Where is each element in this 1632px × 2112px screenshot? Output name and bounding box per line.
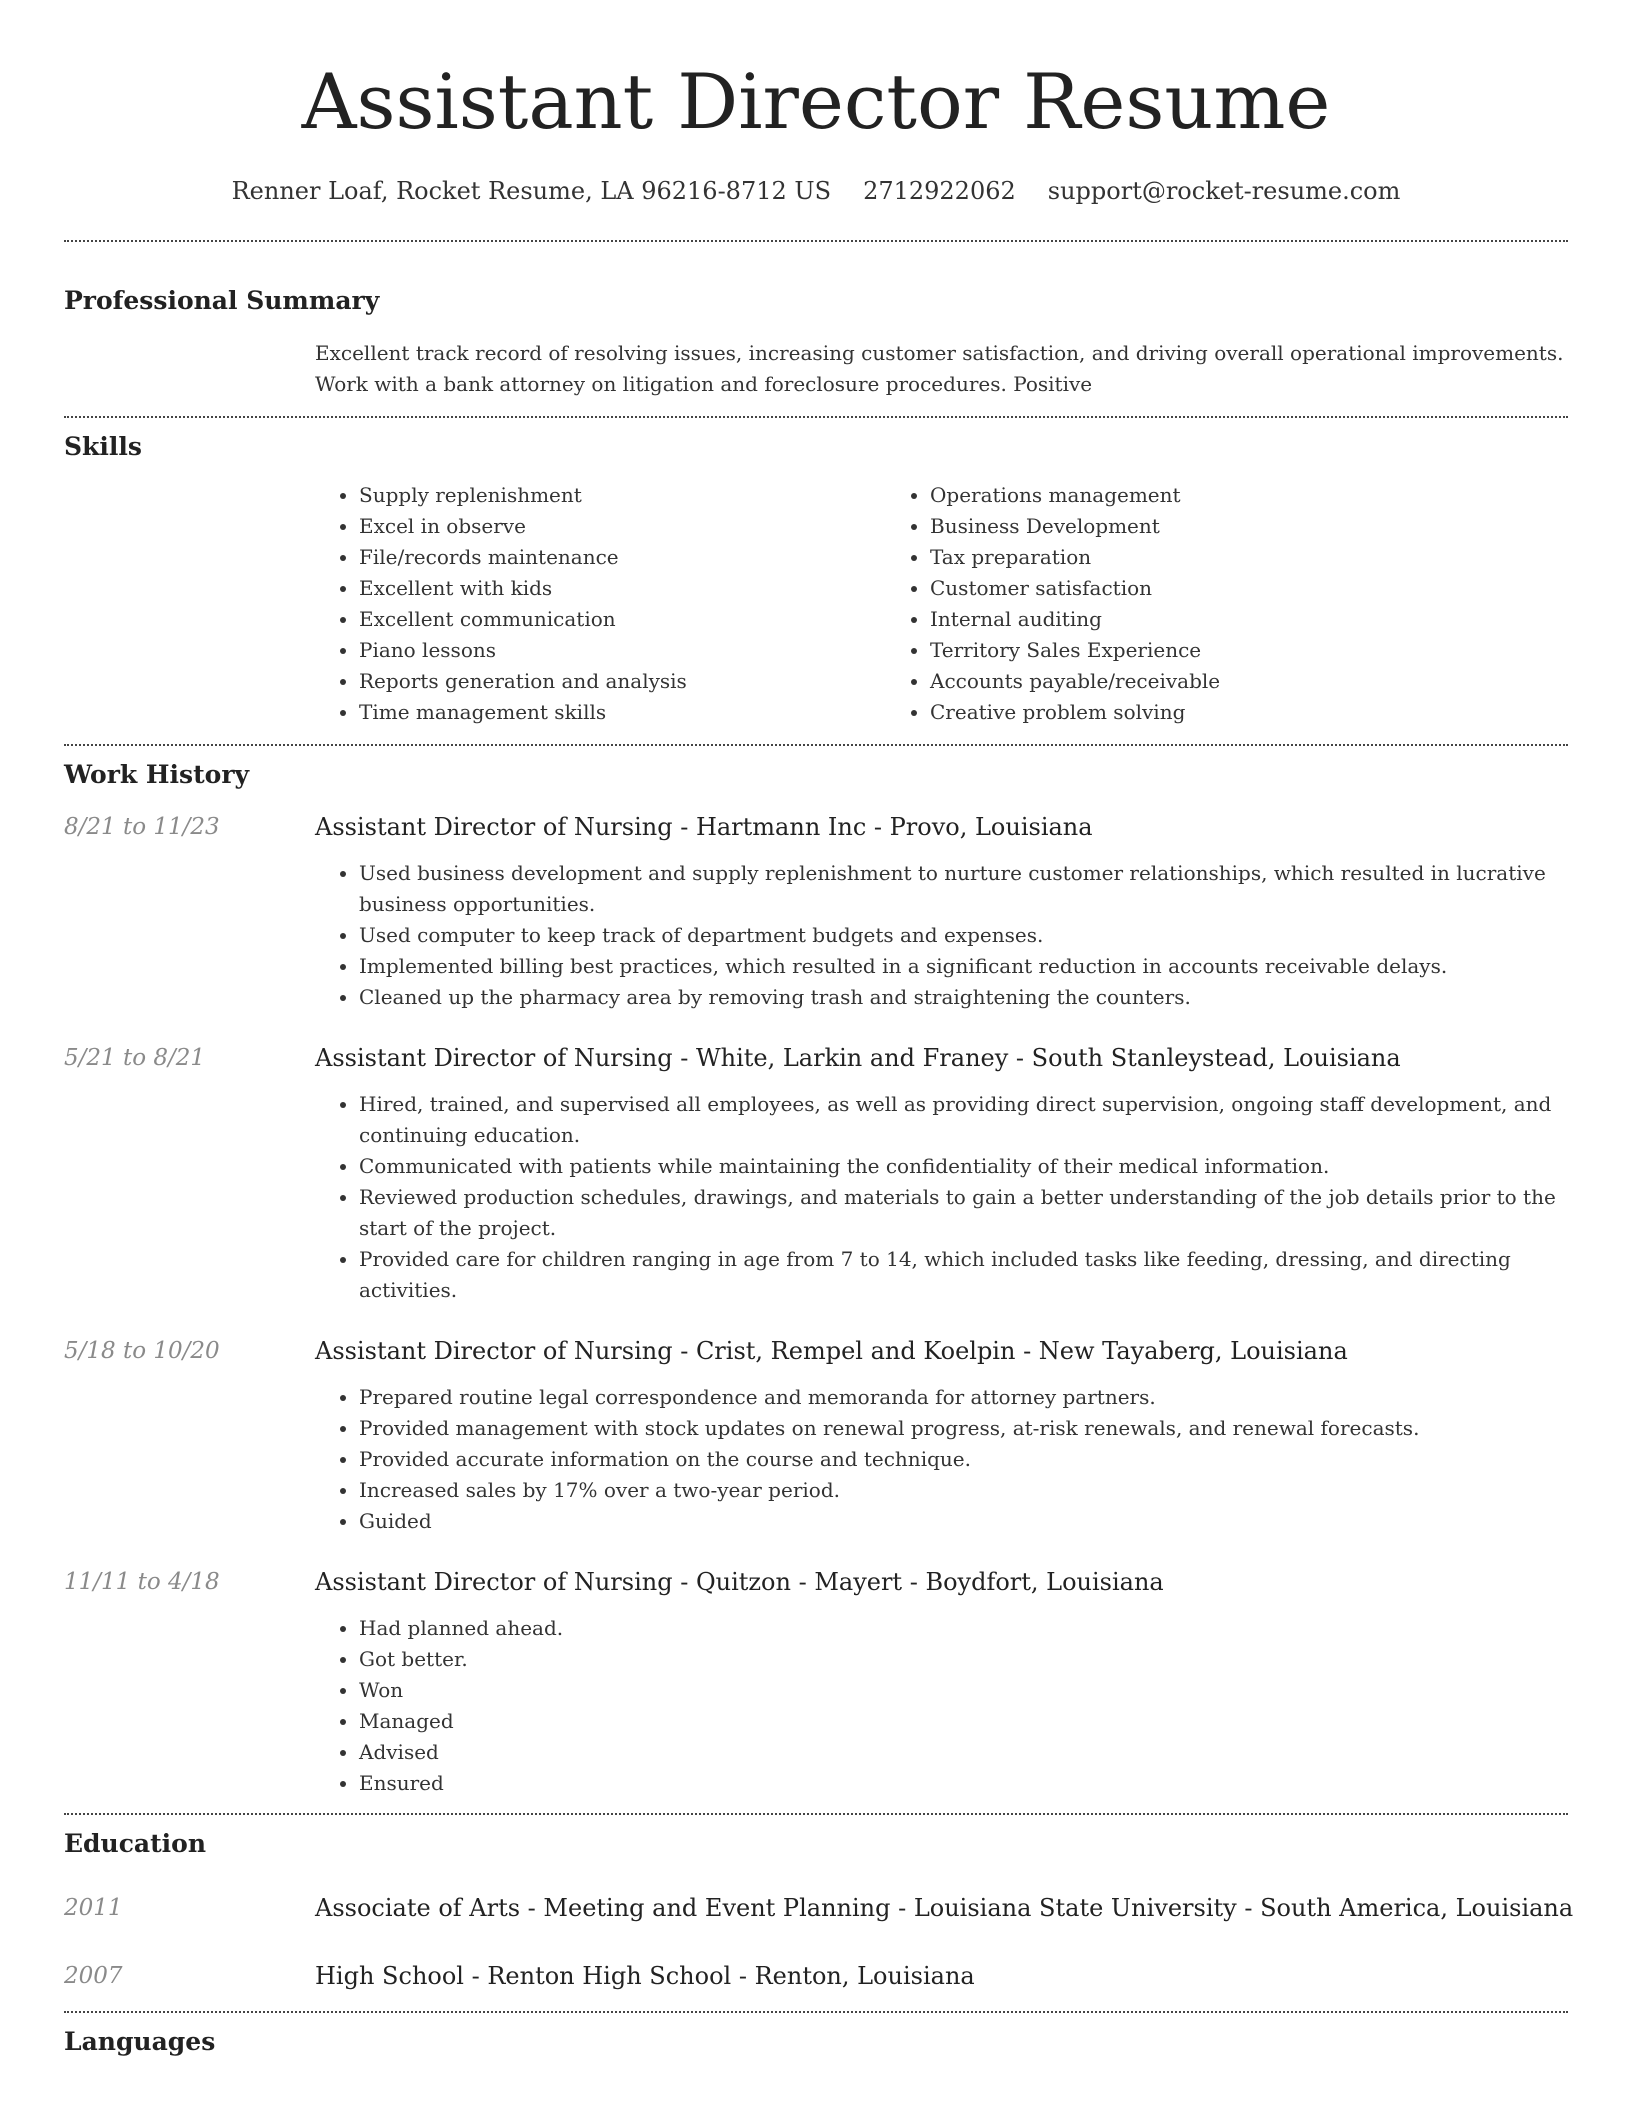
skill-item: • Reports generation and analysis [359,666,886,697]
job-main [315,1334,1568,1537]
job-bullet: • Guided [359,1506,1568,1537]
summary-section [64,284,1568,400]
education-entry [64,1891,1574,1925]
education-section [64,1827,1574,1993]
education-entry [64,1959,1568,1993]
job-bullet: • Used business development and supply replenishment to nurture customer relationships, which resulted in lucrative business opportunities. [359,858,1568,920]
job-date: 5/21 to 8/21 [64,1045,206,1071]
skills-section [64,430,1568,728]
education-date: 2011 [64,1895,123,1921]
job-date: 5/18 to 10/20 [64,1338,220,1364]
section-divider [64,744,1568,746]
job-bullet: • Provided management with stock updates on renewal progress, at-risk renewals, and renewal forecasts. [359,1413,1568,1444]
job-bullet: • Ensured [359,1768,1568,1799]
skill-item: • Internal auditing [930,604,1457,635]
job-bullet: • Hired, trained, and supervised all employees, as well as providing direct supervision, ongoing staff development, and continuing education. [359,1089,1568,1151]
job-bullet: • Reviewed production schedules, drawings, and materials to gain a better understanding of the job details prior to the start of the project. [359,1182,1568,1244]
job-main [315,1565,1568,1799]
languages-title: Languages [64,2027,216,2056]
skill-item: • Territory Sales Experience [930,635,1457,666]
contact-line [64,174,1568,208]
job-bullet: • Cleaned up the pharmacy area by removing trash and straightening the counters. [359,982,1568,1013]
job-main [315,810,1568,1013]
skill-item: • Excellent with kids [359,573,886,604]
job-bullets [315,1613,1568,1799]
skill-item: • Time management skills [359,697,886,728]
job-entry [64,1041,1568,1306]
skills-list-right [886,480,1457,728]
skill-item: • Piano lessons [359,635,886,666]
skills-title: Skills [64,432,142,461]
job-main [315,1041,1568,1306]
job-bullets [315,858,1568,1013]
contact-address: Renner Loaf, Rocket Resume, LA 96216-8712 US [231,177,832,205]
skill-item: • Creative problem solving [930,697,1457,728]
contact-divider [64,240,1568,242]
job-bullet: • Used computer to keep track of department budgets and expenses. [359,920,1568,951]
job-bullet: • Provided care for children ranging in age from 7 to 14, which included tasks like feeding, dressing, and directing activities. [359,1244,1568,1306]
job-entry [64,1334,1568,1537]
education-date: 2007 [64,1963,123,1989]
job-bullet: • Had planned ahead. [359,1613,1568,1644]
summary-text [315,338,1568,400]
skill-item: • Supply replenishment [359,480,886,511]
summary-line: Work with a bank attorney on litigation and foreclosure procedures. Positive [315,372,1093,396]
skill-item: • Customer satisfaction [930,573,1457,604]
section-divider [64,1813,1568,1815]
languages-section [64,2025,1568,2059]
skill-item: • Tax preparation [930,542,1457,573]
job-bullet: • Got better. [359,1644,1568,1675]
skill-item: • Operations management [930,480,1457,511]
job-heading: Assistant Director of Nursing - Quitzon - Mayert - Boydfort, Louisiana [315,1568,1164,1596]
skill-item: • File/records maintenance [359,542,886,573]
skill-item: • Excellent communication [359,604,886,635]
skill-item: • Accounts payable/receivable [930,666,1457,697]
summary-title: Professional Summary [64,286,380,315]
job-heading: Assistant Director of Nursing - Crist, Rempel and Koelpin - New Tayaberg, Louisiana [315,1337,1348,1365]
job-bullet: • Increased sales by 17% over a two-year period. [359,1475,1568,1506]
section-divider [64,2011,1568,2013]
job-bullet: • Advised [359,1737,1568,1768]
job-date: 8/21 to 11/23 [64,814,220,840]
contact-phone: 2712922062 [863,177,1016,205]
skill-item: • Excel in observe [359,511,886,542]
job-bullet: • Managed [359,1706,1568,1737]
job-bullet: • Provided accurate information on the course and technique. [359,1444,1568,1475]
job-bullet: • Implemented billing best practices, which resulted in a significant reduction in accounts receivable delays. [359,951,1568,982]
job-entry [64,810,1568,1013]
job-bullet: • Prepared routine legal correspondence and memoranda for attorney partners. [359,1382,1568,1413]
education-heading: Associate of Arts - Meeting and Event Planning - Louisiana State University - South America, Louisiana [315,1894,1574,1922]
summary-line: Excellent track record of resolving issues, increasing customer satisfaction, and driving overall operational improvements. [315,341,1564,365]
skill-item: • Business Development [930,511,1457,542]
job-bullets [315,1089,1568,1306]
resume-title: Assistant Director Resume [301,57,1331,146]
job-bullet: • Won [359,1675,1568,1706]
job-heading: Assistant Director of Nursing - White, Larkin and Franey - South Stanleystead, Louisiana [315,1044,1401,1072]
education-title: Education [64,1829,207,1858]
work-section [64,758,1568,1799]
job-date: 11/11 to 4/18 [64,1569,220,1595]
job-entry [64,1565,1568,1799]
education-heading: High School - Renton High School - Renton, Louisiana [315,1962,975,1990]
work-title: Work History [64,760,250,789]
section-divider [64,416,1568,418]
job-bullet: • Communicated with patients while maintaining the confidentiality of their medical information. [359,1151,1568,1182]
contact-email: support@rocket-resume.com [1047,177,1401,205]
skills-list-left [315,480,886,728]
skills-grid [315,480,1568,728]
job-bullets [315,1382,1568,1537]
job-heading: Assistant Director of Nursing - Hartmann Inc - Provo, Louisiana [315,813,1093,841]
